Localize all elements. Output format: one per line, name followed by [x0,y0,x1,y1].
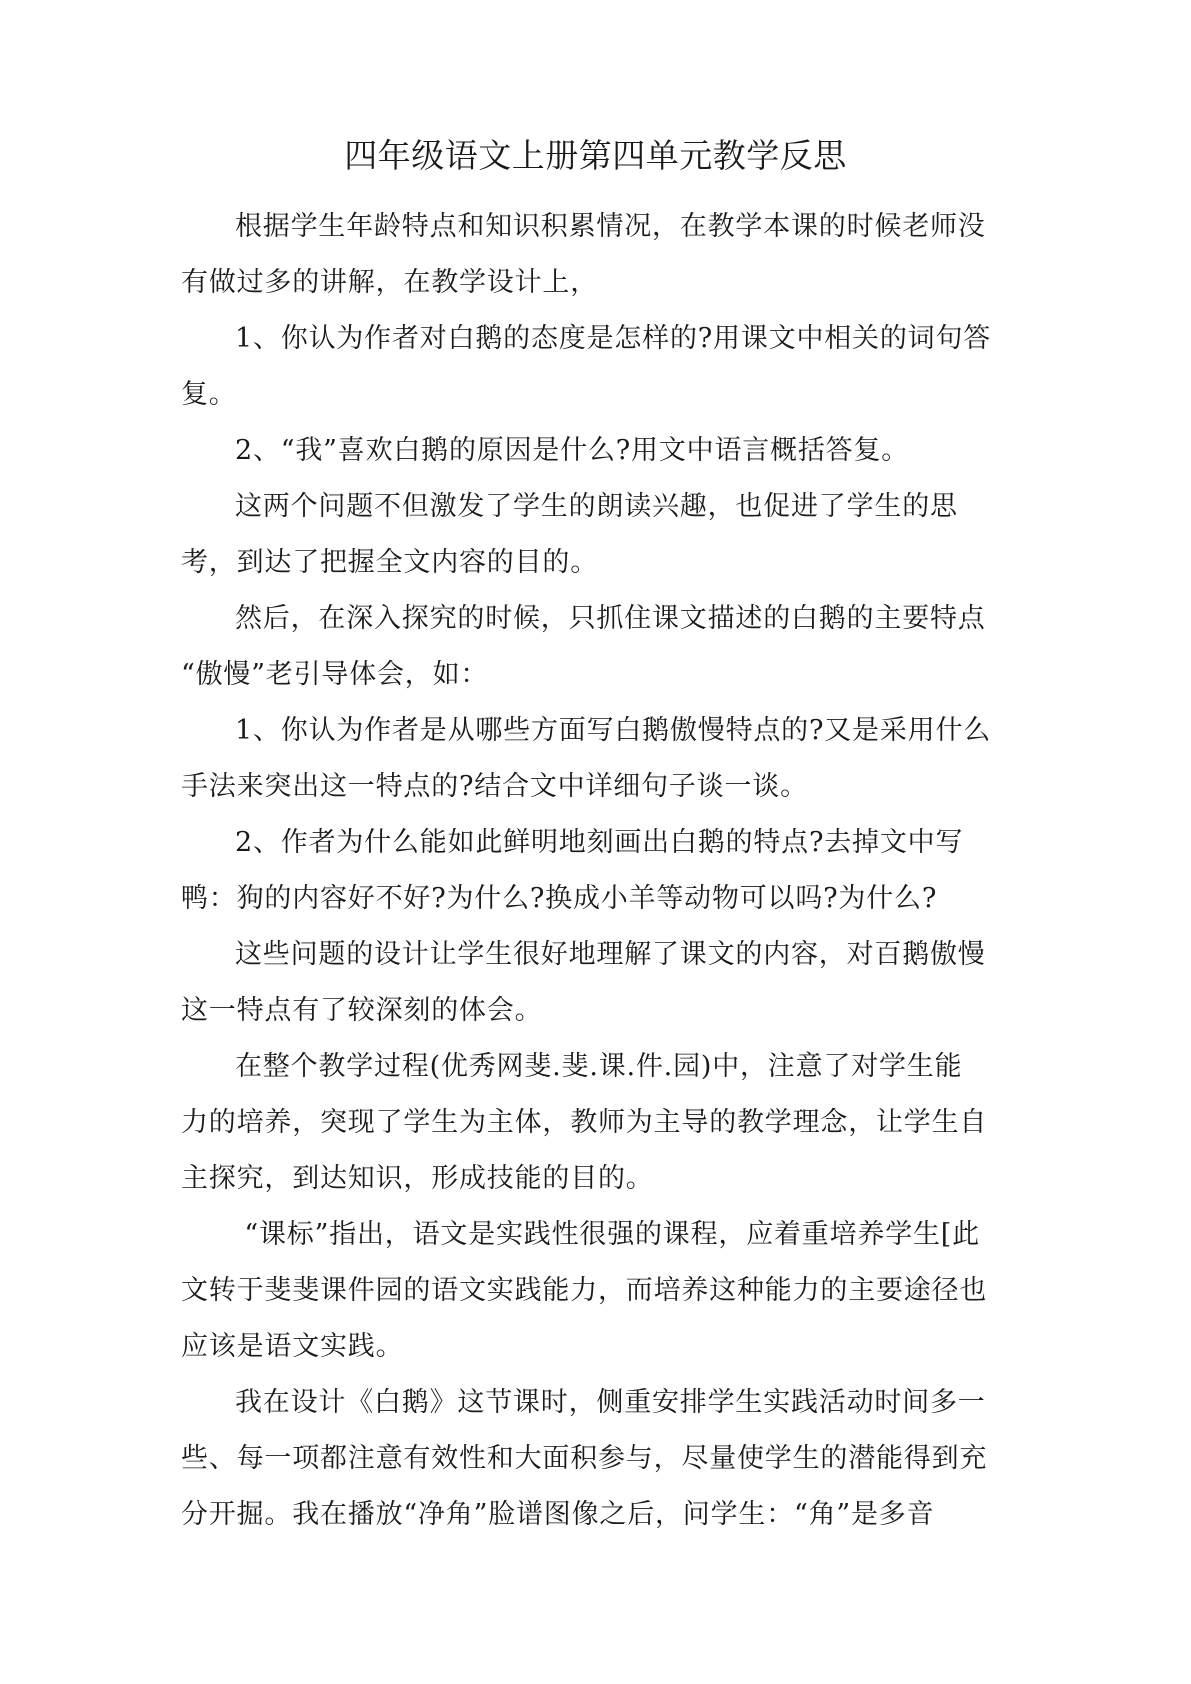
paragraph-5: 然后，在深入探究的时候，只抓住课文描述的白鹅的主要特点 “傲慢”老引导体会，如： [181,603,986,690]
paragraph-1: 根据学生年龄特点和知识积累情况，在教学本课的时候老师没 有做过多的讲解，在教学设计上， [181,211,986,298]
paragraph-3: 2、“我”喜欢白鹅的原因是什么?用文中语言概括答复。 [235,435,910,466]
paragraph-2: 1、你认为作者对白鹅的态度是怎样的?用课文中相关的词句答 复。 [181,323,992,410]
paragraph-6: 1、你认为作者是从哪些方面写白鹅傲慢特点的?又是采用什么 手法来突出这一特点的?结合文中详细句子谈一谈。 [181,715,992,802]
paragraph-10: “课标”指出，语文是实践性很强的课程，应着重培养学生[此 文转于斐斐课件园的语文实践能力，而培养这种能力的主要途径也 应该是语文实践。 [181,1219,988,1362]
paragraph-11: 我在设计《白鹅》这节课时，侧重安排学生实践活动时间多一 些、每一项都注意有效性和大面积参与，尽量使学生的潜能得到充 分开掘。我在播放“净角”脸谱图像之后，问学生：“角”是多音 [181,1387,988,1530]
paragraph-9: 在整个教学过程(优秀网斐.斐.课.件.园)中，注意了对学生能 力的培养，突现了学生为主体，教师为主导的教学理念，让学生自 主探究，到达知识，形成技能的目的。 [181,1051,988,1194]
document-body [181,199,1007,1543]
paragraph-8: 这些问题的设计让学生很好地理解了课文的内容，对百鹅傲慢 这一特点有了较深刻的体会。 [181,939,986,1026]
paragraph-7: 2、作者为什么能如此鲜明地刻画出白鹅的特点?去掉文中写 鸭：狗的内容好不好?为什么?换成小羊等动物可以吗?为什么? [181,827,964,914]
paragraph-4: 这两个问题不但激发了学生的朗读兴趣，也促进了学生的思 考，到达了把握全文内容的目的。 [181,491,958,578]
document-title: 四年级语文上册第四单元教学反思 [344,136,847,175]
